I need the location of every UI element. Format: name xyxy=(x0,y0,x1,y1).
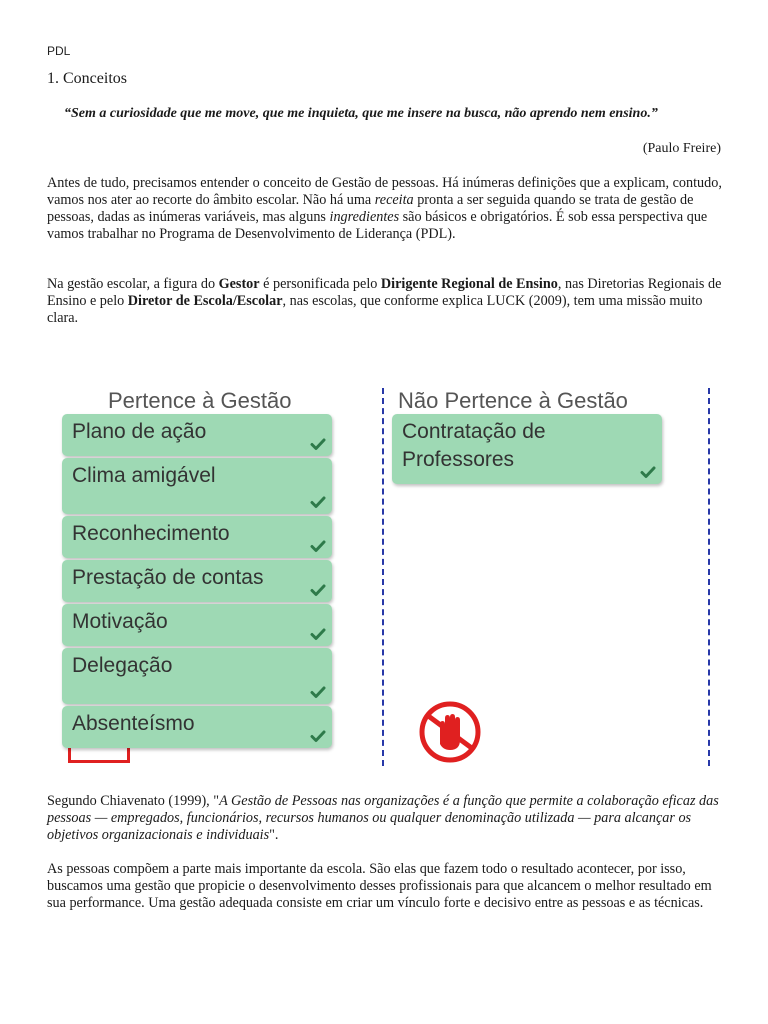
card-label: Prestação de contas xyxy=(72,566,264,589)
check-icon xyxy=(310,538,326,554)
paragraph-intro: Antes de tudo, precisamos entender o conceito de Gestão de pessoas. Há inúmeras definições que a explicam, contudo, vamos nos ater ao recorte do âmbito escolar. Não há uma receita pronta a ser seguida quando se trata de gestão de pessoas, dadas as inúmeras variáveis, mas alguns ingredientes são básicos e obrigatórios. É sob essa perspectiva que vamos trabalhar no Programa de Desenvolvimento de Liderança (PDL). xyxy=(47,175,722,242)
paragraph-gestor: Na gestão escolar, a figura do Gestor é personificada pelo Dirigente Regional de Ensino, nas Diretorias Regionais de Ensino e pelo Diretor de Escola/Escolar, nas escolas, que conforme explica LUCK (2009), tem uma missão muito clara. xyxy=(47,276,722,326)
left-column-title: Pertence à Gestão xyxy=(108,388,292,413)
card-pertence xyxy=(62,604,332,646)
epigraph-quote: “Sem a curiosidade que me move, que me inquieta, que me insere na busca, não aprendo nem ensino.” xyxy=(64,106,658,121)
card-pertence xyxy=(62,458,332,514)
column-divider xyxy=(382,388,384,766)
card-pertence xyxy=(62,414,332,456)
document-header: PDL xyxy=(47,44,71,58)
section-title: 1. Conceitos xyxy=(47,70,127,87)
check-icon xyxy=(310,684,326,700)
card-label: Clima amigável xyxy=(72,464,216,487)
card-label: Delegação xyxy=(72,654,173,677)
card-label: Motivação xyxy=(72,610,168,633)
stop-hand-icon xyxy=(412,700,488,764)
card-nao-pertence xyxy=(392,414,662,484)
check-icon xyxy=(310,728,326,744)
check-icon xyxy=(640,464,656,480)
check-icon xyxy=(310,582,326,598)
card-label: Contratação de Professores xyxy=(402,420,546,471)
card-pertence xyxy=(62,560,332,602)
card-pertence xyxy=(62,706,332,748)
card-label: Plano de ação xyxy=(72,420,207,443)
paragraph-chiavenato: Segundo Chiavenato (1999), "A Gestão de Pessoas nas organizações é a função que permite a colaboração eficaz das pessoas — empregados, funcionários, recursos humanos ou qualquer denominação utilizada — para alcançar os objetivos organizacionais e individuais". xyxy=(47,793,719,843)
card-pertence xyxy=(62,516,332,558)
paragraph-people: As pessoas compõem a parte mais importante da escola. São elas que fazem todo o resultado acontecer, por isso, buscamos uma gestão que propicie o desenvolvimento desses profissionais para que alcancem o melhor resultado em sua performance. Uma gestão adequada consiste em criar um vínculo forte e decisivo entre as pessoas e as técnicas. xyxy=(47,861,712,911)
check-icon xyxy=(310,436,326,452)
right-column-title: Não Pertence à Gestão xyxy=(398,388,628,413)
right-border-divider xyxy=(708,388,710,766)
check-icon xyxy=(310,626,326,642)
check-icon xyxy=(310,494,326,510)
epigraph-author: (Paulo Freire) xyxy=(642,141,721,156)
management-figure xyxy=(58,384,718,770)
card-label: Absenteísmo xyxy=(72,712,195,735)
card-pertence xyxy=(62,648,332,704)
card-label: Reconhecimento xyxy=(72,522,230,545)
